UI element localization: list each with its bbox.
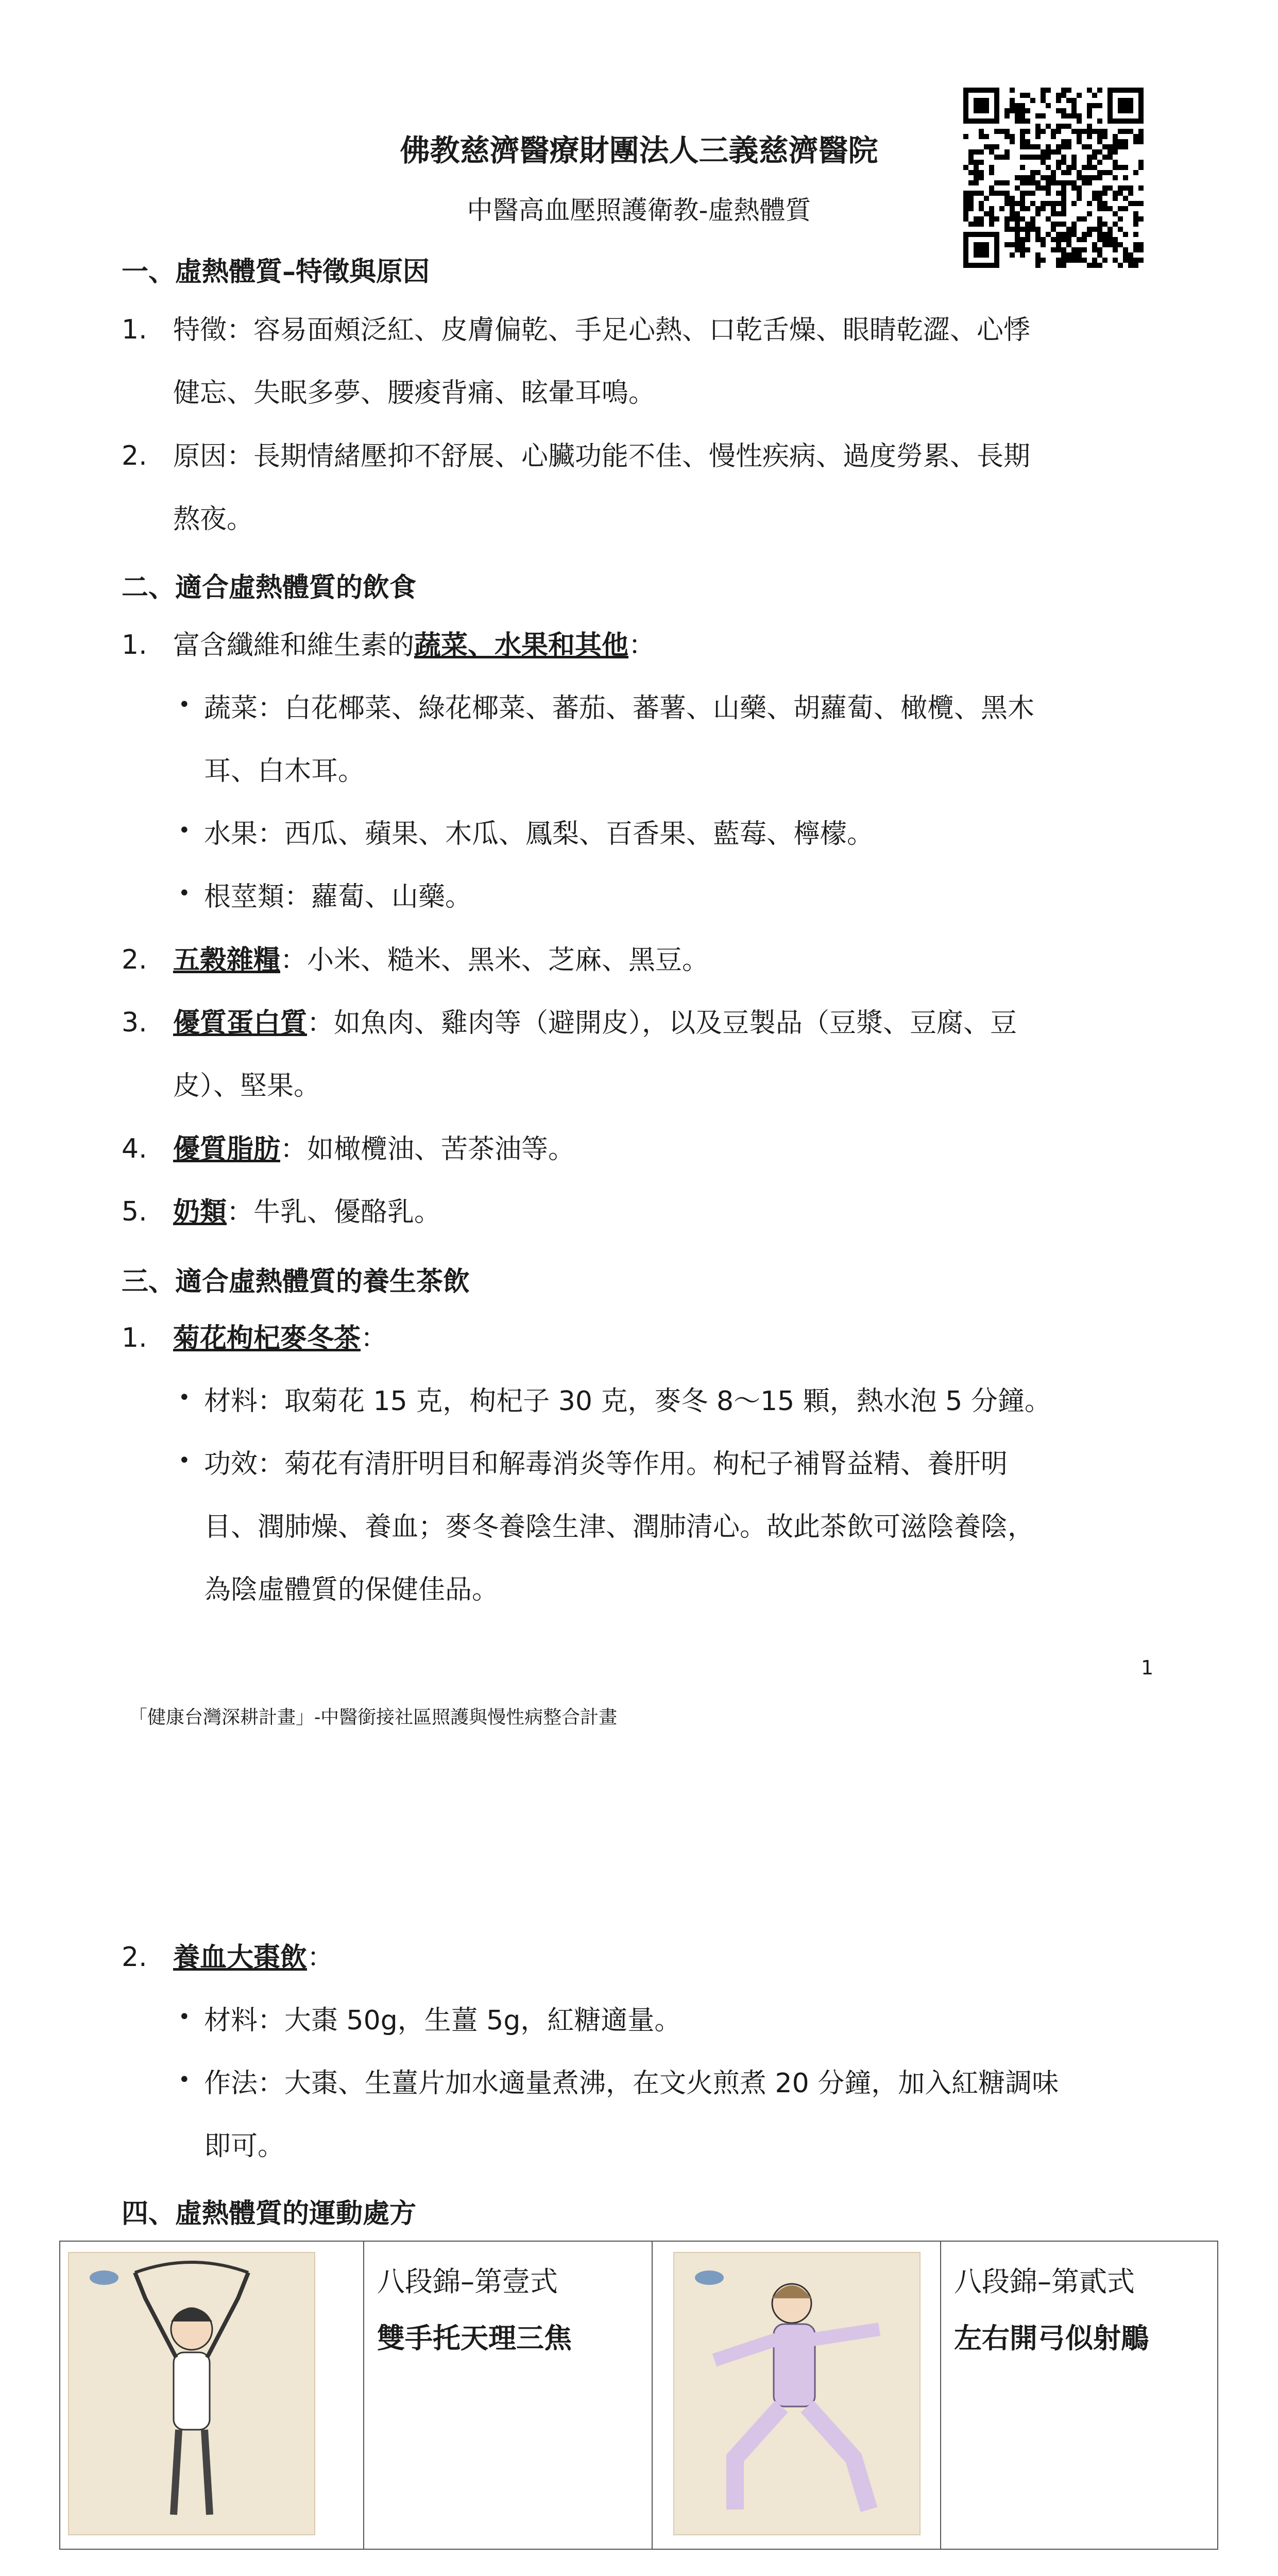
s2-bullet2: 水果：西瓜、蘋果、木瓜、鳳梨、百香果、藍莓、檸檬。 — [204, 819, 874, 850]
exercise2-figure-icon — [673, 2252, 921, 2535]
hospital-title: 佛教慈濟醫療財團法人三義慈濟醫院 — [400, 133, 878, 168]
bullet-icon: • — [178, 2005, 191, 2029]
s1-item1-line1: 特徵：容易面頰泛紅、皮膚偏乾、手足心熱、口乾舌燥、眼睛乾澀、心悸 — [173, 315, 1031, 346]
exercise1-name: 雙手托天理三焦 — [377, 2322, 572, 2354]
tea1-ingredients: 材料：取菊花 15 克，枸杞子 30 克，麥冬 8～15 顆，熱水泡 5 分鐘。 — [204, 1386, 1051, 1417]
tea2-post: ： — [307, 1942, 334, 1973]
tea1-title — [173, 1307, 387, 1370]
section4-heading: 四、虛熱體質的運動處方 — [122, 2198, 417, 2229]
exercise1-image-cell — [60, 2242, 364, 2549]
tea2-method-line2: 即可。 — [204, 2131, 285, 2162]
s2-item2-number: 2. — [122, 944, 147, 975]
s2-item4-emphasis: 優質脂肪 — [173, 1134, 281, 1165]
exercise1-text-cell — [364, 2242, 653, 2549]
tea2-ingredients: 材料：大棗 50g，生薑 5g，紅糖適量。 — [204, 2005, 681, 2036]
exercise2-label: 八段錦–第貳式 — [954, 2265, 1135, 2298]
tea1-effect-line2: 目、潤肺燥、養血；麥冬養陰生津、潤肺清心。故此茶飲可滋陰養陰， — [204, 1512, 1035, 1543]
bullet-icon: • — [178, 882, 191, 905]
s1-item2-number: 2. — [122, 440, 147, 471]
s2-item3-number: 3. — [122, 1007, 147, 1038]
s2-item3-text — [173, 992, 1017, 1055]
s2-item3-emphasis: 優質蛋白質 — [173, 1008, 308, 1039]
s2-item1-pre: 富含纖維和維生素的 — [173, 630, 415, 661]
s2-item2-post: ：小米、糙米、黑米、芝麻、黑豆。 — [280, 945, 709, 976]
s2-item4-post: ：如橄欖油、苦茶油等。 — [280, 1134, 575, 1165]
s1-item2-line2: 熬夜。 — [173, 504, 254, 535]
s2-bullet3: 根莖類：蘿蔔、山藥。 — [204, 882, 472, 912]
s2-item5-emphasis: 奶類 — [173, 1197, 227, 1228]
s2-item1-text — [173, 614, 655, 677]
section2-heading: 二、適合虛熱體質的飲食 — [122, 572, 417, 603]
s2-bullet1-line2: 耳、白木耳。 — [204, 756, 365, 787]
s2-item2-text — [173, 929, 709, 992]
s2-item1-post: ： — [628, 630, 656, 661]
s2-item5-post: ：牛乳、優酪乳。 — [227, 1197, 441, 1228]
s2-item1-number: 1. — [122, 630, 147, 660]
document-subtitle: 中醫高血壓照護衛教-虛熱體質 — [467, 195, 811, 225]
exercise2-name: 左右開弓似射鵰 — [954, 2322, 1149, 2354]
s2-item4-text — [173, 1118, 575, 1181]
s2-item2-emphasis: 五穀雜糧 — [173, 945, 281, 976]
s2-item3-line2: 皮）、堅果。 — [173, 1071, 321, 1101]
page-2 — [0, 1808, 1278, 2576]
tea1-effect-line1: 功效：菊花有清肝明目和解毒消炎等作用。枸杞子補腎益精、養肝明 — [204, 1449, 1008, 1480]
tea1-number: 1. — [122, 1323, 147, 1353]
s1-item1-line2: 健忘、失眠多夢、腰痠背痛、眩暈耳鳴。 — [173, 378, 656, 409]
s2-item4-number: 4. — [122, 1133, 147, 1164]
s1-item1-number: 1. — [122, 314, 147, 345]
s2-bullet1-line1: 蔬菜：白花椰菜、綠花椰菜、蕃茄、蕃薯、山藥、胡蘿蔔、橄欖、黑木 — [204, 693, 1035, 724]
exercise-table — [59, 2241, 1218, 2550]
page-number: 1 — [1141, 1656, 1154, 1679]
exercise2-image-cell — [653, 2242, 941, 2549]
s1-item2-line1: 原因：長期情緒壓抑不舒展、心臟功能不佳、慢性疾病、過度勞累、長期 — [173, 441, 1031, 472]
tea1-effect-line3: 為陰虛體質的保健佳品。 — [204, 1574, 499, 1605]
tea1-post: ： — [361, 1323, 388, 1354]
section5-heading — [122, 2569, 389, 2576]
s2-item1-emphasis: 蔬菜、水果和其他 — [414, 630, 629, 661]
page-footer: 「健康台灣深耕計畫」-中醫銜接社區照護與慢性病整合計畫 — [129, 1707, 618, 1728]
s2-item5-number: 5. — [122, 1196, 147, 1227]
s2-item3-post: ：如魚肉、雞肉等（避開皮），以及豆製品（豆漿、豆腐、豆 — [307, 1008, 1017, 1039]
s2-item5-text — [173, 1181, 441, 1244]
bullet-icon: • — [178, 1386, 191, 1410]
section1-heading: 一、虛熱體質–特徵與原因 — [122, 257, 430, 287]
tea2-name: 養血大棗飲 — [173, 1942, 308, 1973]
tea2-number: 2. — [122, 1942, 147, 1973]
qr-code-icon[interactable] — [963, 88, 1144, 268]
section3-heading: 三、適合虛熱體質的養生茶飲 — [122, 1266, 470, 1297]
tea1-name: 菊花枸杞麥冬茶 — [173, 1323, 361, 1354]
bullet-icon: • — [178, 2068, 191, 2092]
exercise1-label: 八段錦–第壹式 — [377, 2265, 558, 2298]
bullet-icon: • — [178, 693, 191, 717]
tea2-method-line1: 作法：大棗、生薑片加水適量煮沸，在文火煎煮 20 分鐘，加入紅糖調味 — [204, 2068, 1059, 2099]
bullet-icon: • — [178, 1449, 191, 1472]
bullet-icon: • — [178, 819, 191, 842]
tea2-title — [173, 1926, 334, 1989]
exercise2-text-cell — [941, 2242, 1217, 2549]
exercise1-figure-icon — [68, 2252, 315, 2535]
